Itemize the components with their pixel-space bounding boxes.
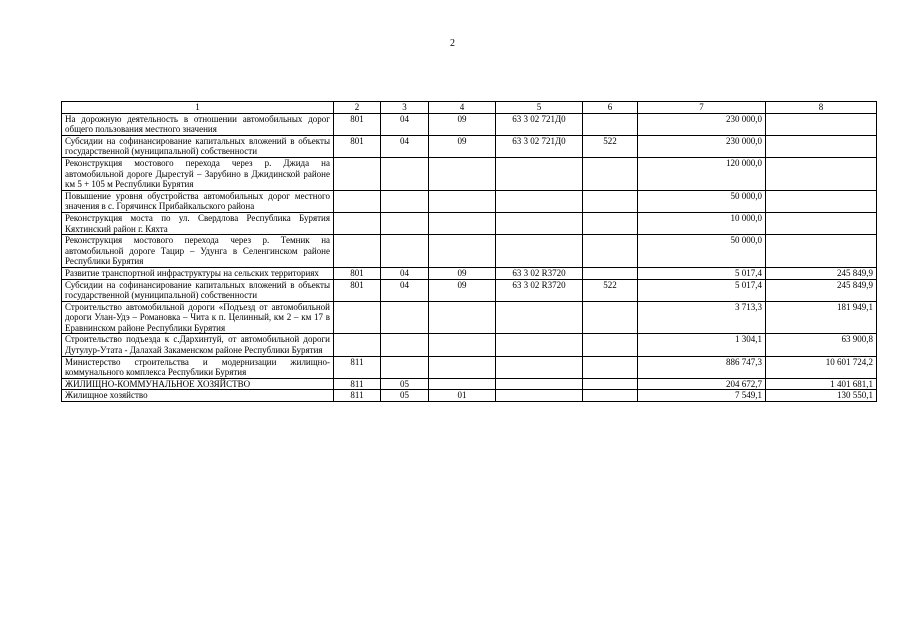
column-header: 3 [381, 102, 429, 114]
item-name-cell: ЖИЛИЩНО-КОММУНАЛЬНОЕ ХОЗЯЙСТВО [62, 378, 334, 390]
column-header: 1 [62, 102, 334, 114]
table-row [62, 135, 877, 157]
ministry-code-cell [334, 190, 381, 212]
amount-cell: 50 000,0 [638, 235, 766, 268]
amount-cell: 230 000,0 [638, 135, 766, 157]
target-article-cell [496, 212, 583, 234]
table-row [62, 235, 877, 268]
amount-cell: 245 849,9 [766, 279, 877, 301]
target-article-cell [496, 390, 583, 402]
item-name-cell: Повышение уровня обустройства автомобильных дорог местного значения в с. Горячинск Прибайкальского района [62, 190, 334, 212]
amount-cell: 10 000,0 [638, 212, 766, 234]
target-article-cell: 63 3 02 721Д0 [496, 113, 583, 135]
column-header: 5 [496, 102, 583, 114]
table-row [62, 301, 877, 334]
ministry-code-cell [334, 301, 381, 334]
target-article-cell [496, 301, 583, 334]
section-code-cell [381, 190, 429, 212]
amount-cell: 204 672,7 [638, 378, 766, 390]
item-name-cell: Реконструкция мостового перехода через р. Джида на автомобильной дороге Дырестуй – Зарубино в Джидинской районе км 5 + 105 м Республики Бурятия [62, 157, 334, 190]
amount-cell: 120 000,0 [638, 157, 766, 190]
expense-type-cell: 522 [583, 279, 638, 301]
item-name-cell: На дорожную деятельность в отношении автомобильных дорог общего пользования местного значения [62, 113, 334, 135]
expense-type-cell [583, 212, 638, 234]
ministry-code-cell [334, 212, 381, 234]
item-name-cell: Реконструкция моста по ул. Свердлова Республика Бурятия Кяхтинский район г. Кяхта [62, 212, 334, 234]
subsection-code-cell: 09 [429, 135, 496, 157]
column-header: 2 [334, 102, 381, 114]
target-article-cell [496, 356, 583, 378]
target-article-cell: 63 3 02 R3720 [496, 279, 583, 301]
expense-type-cell [583, 190, 638, 212]
table-row [62, 212, 877, 234]
target-article-cell [496, 334, 583, 356]
amount-cell: 5 017,4 [638, 279, 766, 301]
table-row [62, 390, 877, 402]
subsection-code-cell: 09 [429, 267, 496, 279]
item-name-cell: Строительство подъезда к с.Дархинтуй, от автомобильной дороги Дутулур-Утата - Далахай Закаменском районе Республики Бурятия [62, 334, 334, 356]
table-row [62, 279, 877, 301]
amount-cell: 10 601 724,2 [766, 356, 877, 378]
amount-cell: 1 401 681,1 [766, 378, 877, 390]
expense-type-cell [583, 113, 638, 135]
amount-cell: 7 549,1 [638, 390, 766, 402]
column-header: 4 [429, 102, 496, 114]
target-article-cell: 63 3 02 721Д0 [496, 135, 583, 157]
target-article-cell [496, 235, 583, 268]
subsection-code-cell: 09 [429, 279, 496, 301]
amount-cell: 50 000,0 [638, 190, 766, 212]
subsection-code-cell: 01 [429, 390, 496, 402]
table-row [62, 190, 877, 212]
item-name-cell: Субсидии на софинансирование капитальных вложений в объекты государственной (муниципальной) собственности [62, 135, 334, 157]
item-name-cell: Субсидии на софинансирование капитальных вложений в объекты государственной (муниципальной) собственности [62, 279, 334, 301]
subsection-code-cell [429, 212, 496, 234]
amount-cell [766, 135, 877, 157]
item-name-cell: Министерство строительства и модернизации жилищно-коммунального комплекса Республики Бурятия [62, 356, 334, 378]
amount-cell: 230 000,0 [638, 113, 766, 135]
table-row [62, 378, 877, 390]
section-code-cell: 04 [381, 135, 429, 157]
expense-type-cell [583, 267, 638, 279]
column-header: 6 [583, 102, 638, 114]
subsection-code-cell [429, 301, 496, 334]
amount-cell: 181 949,1 [766, 301, 877, 334]
item-name-cell: Строительство автомобильной дороги «Подъезд от автомобильной дороги Улан-Удэ – Романовка – Чита к п. Целинный, км 2 – км 17 в Еравнинском районе Республики Бурятия [62, 301, 334, 334]
page-number: 2 [450, 38, 455, 49]
table-row [62, 157, 877, 190]
amount-cell: 1 304,1 [638, 334, 766, 356]
expense-type-cell [583, 356, 638, 378]
expense-type-cell [583, 157, 638, 190]
amount-cell [766, 113, 877, 135]
table-row [62, 356, 877, 378]
subsection-code-cell [429, 235, 496, 268]
ministry-code-cell: 801 [334, 267, 381, 279]
expense-type-cell [583, 378, 638, 390]
ministry-code-cell: 801 [334, 113, 381, 135]
section-code-cell [381, 334, 429, 356]
ministry-code-cell: 811 [334, 356, 381, 378]
ministry-code-cell: 801 [334, 279, 381, 301]
table-row [62, 267, 877, 279]
column-header: 7 [638, 102, 766, 114]
ministry-code-cell: 801 [334, 135, 381, 157]
subsection-code-cell [429, 356, 496, 378]
ministry-code-cell [334, 235, 381, 268]
section-code-cell [381, 235, 429, 268]
ministry-code-cell [334, 157, 381, 190]
target-article-cell: 63 3 02 R3720 [496, 267, 583, 279]
table-header-row [62, 102, 877, 114]
expense-type-cell [583, 235, 638, 268]
ministry-code-cell: 811 [334, 390, 381, 402]
amount-cell [766, 157, 877, 190]
target-article-cell [496, 190, 583, 212]
subsection-code-cell: 09 [429, 113, 496, 135]
section-code-cell [381, 301, 429, 334]
item-name-cell: Развитие транспортной инфраструктуры на сельских территориях [62, 267, 334, 279]
subsection-code-cell [429, 378, 496, 390]
column-header: 8 [766, 102, 877, 114]
expense-type-cell: 522 [583, 135, 638, 157]
amount-cell: 5 017,4 [638, 267, 766, 279]
section-code-cell [381, 157, 429, 190]
amount-cell [766, 212, 877, 234]
amount-cell: 886 747,3 [638, 356, 766, 378]
subsection-code-cell [429, 334, 496, 356]
section-code-cell [381, 212, 429, 234]
expense-type-cell [583, 334, 638, 356]
expense-type-cell [583, 390, 638, 402]
target-article-cell [496, 378, 583, 390]
expense-type-cell [583, 301, 638, 334]
subsection-code-cell [429, 190, 496, 212]
table-row [62, 113, 877, 135]
table-row [62, 334, 877, 356]
amount-cell: 245 849,9 [766, 267, 877, 279]
item-name-cell: Реконструкция мостового перехода через р. Темник на автомобильной дороге Тацир – Удунга в Селенгинском районе Республики Бурятия [62, 235, 334, 268]
ministry-code-cell: 811 [334, 378, 381, 390]
section-code-cell: 04 [381, 279, 429, 301]
section-code-cell: 05 [381, 378, 429, 390]
ministry-code-cell [334, 334, 381, 356]
amount-cell [766, 235, 877, 268]
section-code-cell: 05 [381, 390, 429, 402]
subsection-code-cell [429, 157, 496, 190]
section-code-cell: 04 [381, 113, 429, 135]
target-article-cell [496, 157, 583, 190]
amount-cell: 3 713,3 [638, 301, 766, 334]
budget-table [61, 101, 877, 402]
section-code-cell: 04 [381, 267, 429, 279]
amount-cell: 63 900,8 [766, 334, 877, 356]
item-name-cell: Жилищное хозяйство [62, 390, 334, 402]
amount-cell [766, 190, 877, 212]
amount-cell: 130 550,1 [766, 390, 877, 402]
section-code-cell [381, 356, 429, 378]
